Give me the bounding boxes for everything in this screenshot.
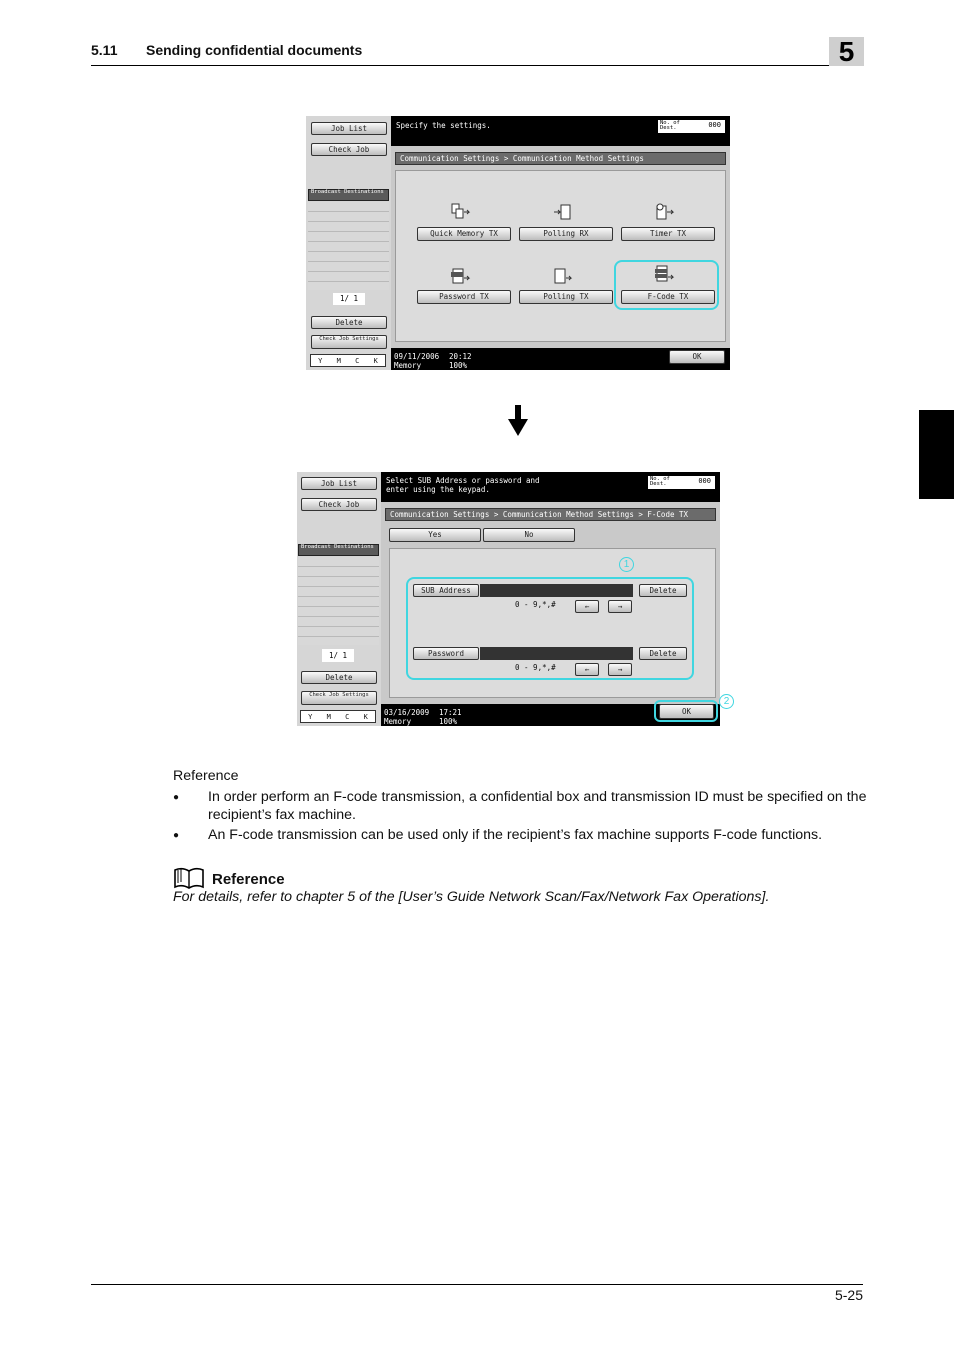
f-code-tx-button[interactable]: F-Code TX <box>621 290 715 304</box>
dest-count-label: No. of Dest. <box>650 476 670 487</box>
quick-memory-tx-button[interactable]: Quick Memory TX <box>417 227 511 241</box>
dest-count-box <box>658 120 725 133</box>
memory-value: 100% <box>439 717 458 726</box>
toner-m-label: M <box>326 712 331 721</box>
ok-button[interactable]: OK <box>659 704 714 719</box>
password-button[interactable]: Password <box>413 647 479 660</box>
polling-rx-icon <box>552 202 574 222</box>
bullet-2-marker: ● <box>173 830 180 841</box>
callout-2: 2 <box>719 694 734 709</box>
password-right-button[interactable]: → <box>608 663 632 676</box>
toner-c-label: C <box>345 712 350 721</box>
check-job-button[interactable]: Check Job <box>311 143 387 156</box>
check-job-settings-button[interactable]: Check Job Settings <box>311 335 387 349</box>
toner-k-label: K <box>373 356 378 365</box>
left-panel <box>297 472 381 726</box>
polling-rx-button[interactable]: Polling RX <box>519 227 613 241</box>
header-divider <box>91 65 863 66</box>
settings-body <box>391 146 730 348</box>
breadcrumb: Communication Settings > Communication Method Settings > F-Code TX <box>385 508 716 521</box>
memory-label: Memory <box>394 361 422 370</box>
quick-memory-icon <box>450 202 472 222</box>
status-time: 20:12 <box>449 352 472 361</box>
job-list-button[interactable]: Job List <box>311 122 387 135</box>
check-job-settings-button[interactable]: Check Job Settings <box>301 691 377 705</box>
sub-address-right-button[interactable]: → <box>608 600 632 613</box>
page-counter: 1/ 1 <box>322 649 354 662</box>
toner-levels <box>310 354 386 367</box>
dest-count-box <box>648 476 715 489</box>
instruction-message: Specify the settings. <box>396 121 491 130</box>
section-title: Sending confidential documents <box>146 42 363 58</box>
bullet-2-text: An F-code transmission can be used only if the recipient’s fax machine supports F-code functions. <box>208 827 823 843</box>
section-number: 5.11 <box>91 42 118 58</box>
sub-address-button[interactable]: SUB Address <box>413 584 479 597</box>
memory-label: Memory <box>384 717 412 726</box>
status-date: 09/11/2006 <box>394 352 440 361</box>
timer-tx-icon <box>654 202 676 222</box>
toner-y-label: Y <box>308 712 313 721</box>
status-time: 17:21 <box>439 708 462 717</box>
chapter-side-tab <box>919 410 954 499</box>
password-range: 0 - 9,*,# <box>515 663 556 672</box>
toner-c-label: C <box>355 356 360 365</box>
password-delete-button[interactable]: Delete <box>639 647 687 660</box>
toner-k-label: K <box>363 712 368 721</box>
status-date: 03/16/2009 <box>384 708 430 717</box>
reference-text: For details, refer to chapter 5 of the [User’s Guide Network Scan/Fax/Network Fax Operations]. <box>173 889 770 905</box>
book-reference-icon <box>173 866 205 890</box>
entry-highlight <box>406 577 694 680</box>
password-left-button[interactable]: ← <box>575 663 599 676</box>
reference-heading: Reference <box>212 871 285 888</box>
message-area <box>381 472 720 502</box>
delete-button[interactable]: Delete <box>301 671 377 684</box>
job-list-button[interactable]: Job List <box>301 477 377 490</box>
delete-button[interactable]: Delete <box>311 316 387 329</box>
left-panel <box>306 116 391 370</box>
reference-label: Reference <box>173 768 239 784</box>
destination-list <box>308 202 389 290</box>
ok-button[interactable]: OK <box>669 350 725 364</box>
toner-y-label: Y <box>318 356 323 365</box>
method-panel <box>395 170 726 342</box>
memory-value: 100% <box>449 361 468 370</box>
f-code-highlight <box>614 260 719 310</box>
message-area <box>391 116 730 146</box>
breadcrumb: Communication Settings > Communication Method Settings <box>395 152 726 165</box>
arrow-down-icon <box>508 405 528 437</box>
password-tx-button[interactable]: Password TX <box>417 290 511 304</box>
bullet-1-text: In order perform an F-code transmission, a confidential box and transmission ID must be specified on the recipient’s fax machine. <box>208 789 867 823</box>
f-code-body <box>381 502 720 704</box>
screenshot-f-code-tx <box>297 472 720 726</box>
bullet-1-marker: ● <box>173 792 180 803</box>
page-counter: 1/ 1 <box>333 293 365 305</box>
sub-address-left-button[interactable]: ← <box>575 600 599 613</box>
no-button[interactable]: No <box>483 528 575 542</box>
polling-tx-icon <box>552 266 574 286</box>
dest-count-label: No. of Dest. <box>660 120 680 131</box>
broadcast-destinations-header: Broadcast Destinations <box>298 544 379 556</box>
status-bar <box>391 348 730 370</box>
dest-count-value: 000 <box>698 477 711 485</box>
toner-levels <box>300 710 376 723</box>
dest-count-value: 000 <box>708 121 721 129</box>
callout-1: 1 <box>619 557 634 572</box>
instruction-message: Select SUB Address or password and enter using the keypad. <box>386 476 540 494</box>
footer-divider <box>91 1284 863 1285</box>
yes-button[interactable]: Yes <box>389 528 481 542</box>
password-tx-icon <box>450 266 472 286</box>
check-job-button[interactable]: Check Job <box>301 498 377 511</box>
timer-tx-button[interactable]: Timer TX <box>621 227 715 241</box>
sub-address-range: 0 - 9,*,# <box>515 600 556 609</box>
polling-tx-button[interactable]: Polling TX <box>519 290 613 304</box>
broadcast-destinations-header: Broadcast Destinations <box>308 189 389 201</box>
toner-m-label: M <box>336 356 341 365</box>
chapter-number: 5 <box>838 36 855 67</box>
destination-list <box>298 557 379 645</box>
sub-address-delete-button[interactable]: Delete <box>639 584 687 597</box>
page-number: 5-25 <box>834 1287 863 1303</box>
screenshot-communication-method <box>306 116 730 370</box>
